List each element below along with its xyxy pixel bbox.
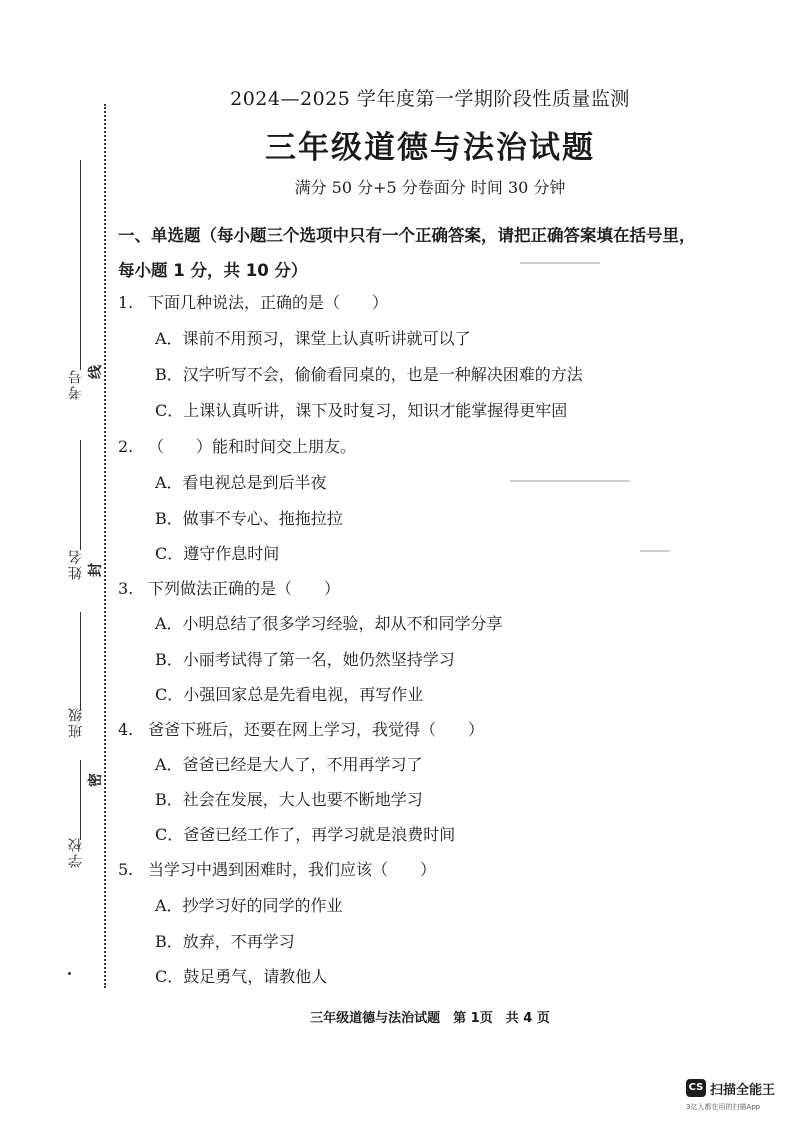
- scan-smudge: [640, 550, 670, 552]
- question-stem: 下面几种说法，正确的是（ ）: [148, 293, 389, 312]
- option: A．课前不用预习，课堂上认真听讲就可以了: [155, 329, 471, 348]
- section-heading-line1: 一、单选题（每小题三个选项中只有一个正确答案，请把正确答案填在括号里，: [118, 226, 696, 245]
- scanner-logo-icon: CS: [686, 1079, 706, 1097]
- exam-number-label: 考号: [68, 368, 84, 400]
- option: C．小强回家总是先看电视，再写作业: [155, 685, 424, 704]
- margin-dot: [68, 972, 71, 975]
- name-underline: [80, 440, 81, 550]
- option: B．小丽考试得了第一名，她仍然坚持学习: [155, 650, 455, 669]
- option: A．抄学习好的同学的作业: [155, 896, 343, 915]
- exam-title: 三年级道德与法治试题: [265, 130, 595, 166]
- option: B．放弃，不再学习: [155, 932, 295, 951]
- scan-smudge: [510, 480, 630, 482]
- question-stem: 当学习中遇到困难时，我们应该（ ）: [148, 860, 437, 879]
- option: B．汉字听写不会，偷偷看同桌的，也是一种解决困难的方法: [155, 365, 583, 384]
- exam-number-underline: [80, 160, 81, 370]
- name-label: 姓名: [68, 548, 84, 580]
- question-3: [118, 576, 340, 599]
- class-label: 班级: [68, 706, 84, 738]
- question-number: 4.: [118, 720, 134, 739]
- question-stem: 下列做法正确的是（ ）: [148, 579, 341, 598]
- score-time-line: 满分 50 分+5 分卷面分 时间 30 分钟: [294, 178, 566, 197]
- option: B．社会在发展，大人也要不断地学习: [155, 790, 423, 809]
- option: C．鼓足勇气，请教他人: [155, 967, 328, 986]
- option: A．小明总结了很多学习经验，却从不和同学分享: [155, 614, 503, 633]
- section-heading: [118, 218, 758, 288]
- class-underline: [80, 612, 81, 710]
- scanner-watermark: [686, 1077, 786, 1117]
- question-stem: 爸爸下班后，还要在网上学习，我觉得（ ）: [148, 720, 485, 739]
- section-heading-line2: 每小题 1 分，共 10 分）: [118, 261, 308, 280]
- question-number: 2.: [118, 437, 134, 456]
- option: C．爸爸已经工作了，再学习就是浪费时间: [155, 825, 456, 844]
- scan-smudge: [520, 262, 600, 264]
- school-underline: [80, 760, 81, 840]
- seal-char-secret: 密: [88, 773, 104, 787]
- question-number: 3.: [118, 579, 134, 598]
- question-1: [118, 290, 388, 313]
- binding-dotted-line: [104, 104, 106, 988]
- seal-char-line: 线: [88, 365, 104, 379]
- question-stem: （ ）能和时间交上朋友。: [148, 437, 357, 456]
- option: C．遵守作息时间: [155, 544, 280, 563]
- school-label: 学校: [68, 836, 84, 868]
- scanner-tagline: 3亿人都在用的扫描App: [686, 1103, 761, 1111]
- question-4: [118, 717, 484, 740]
- option: C．上课认真听讲，课下及时复习，知识才能掌握得更牢固: [155, 401, 568, 420]
- term-line: 2024—2025 学年度第一学期阶段性质量监测: [230, 88, 630, 110]
- question-number: 1.: [118, 293, 134, 312]
- page-footer: 三年级道德与法治试题 第 1页 共 4 页: [310, 1011, 550, 1026]
- scanner-brand-name: 扫描全能王: [710, 1083, 776, 1098]
- question-2: [118, 434, 356, 457]
- question-5: [118, 857, 436, 880]
- option: B．做事不专心、拖拖拉拉: [155, 509, 343, 528]
- option: A．爸爸已经是大人了，不用再学习了: [155, 755, 423, 774]
- seal-char-seal: 封: [88, 563, 104, 577]
- question-number: 5.: [118, 860, 134, 879]
- option: A．看电视总是到后半夜: [155, 473, 327, 492]
